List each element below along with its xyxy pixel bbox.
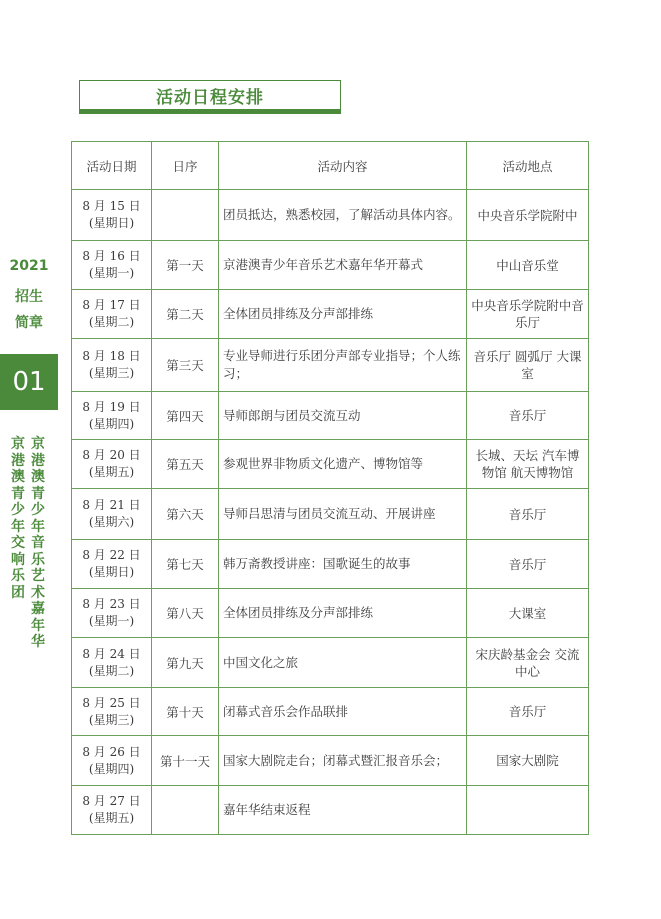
side-org-column-2: 京港澳青少年交响乐团	[11, 436, 25, 601]
date-cell	[72, 638, 152, 688]
weekday-text: (星期日)	[88, 216, 135, 230]
place-cell: 音乐厅	[467, 489, 589, 540]
weekday-text: (星期三)	[88, 712, 135, 727]
weekday-text: (星期五)	[88, 811, 135, 825]
place-cell	[467, 786, 589, 835]
content-cell: 导师吕思清与团员交流互动、开展讲座	[219, 489, 467, 540]
date-cell	[72, 339, 152, 392]
side-label-line1: 招生	[15, 289, 43, 305]
table-row	[72, 190, 589, 241]
date-text: 8 月 18 日	[82, 349, 141, 363]
weekday-text: (星期四)	[88, 761, 135, 776]
place-cell: 大课室	[467, 589, 589, 638]
date-cell	[72, 540, 152, 589]
date-cell	[72, 688, 152, 736]
date-text: 8 月 19 日	[82, 399, 141, 414]
table-row	[72, 589, 589, 638]
weekday-text: (星期二)	[88, 315, 135, 329]
day-cell: 第九天	[152, 638, 219, 688]
content-cell: 全体团员排练及分声部排练	[219, 589, 467, 638]
place-cell: 音乐厅	[467, 688, 589, 736]
day-cell: 第二天	[152, 290, 219, 339]
date-text: 8 月 27 日	[82, 794, 141, 808]
place-cell: 国家大剧院	[467, 736, 589, 786]
day-cell: 第八天	[152, 589, 219, 638]
place-cell: 宋庆龄基金会 交流中心	[467, 638, 589, 688]
date-cell	[72, 440, 152, 489]
place-cell: 音乐厅	[467, 392, 589, 440]
date-text: 8 月 22 日	[82, 548, 141, 562]
table-row	[72, 392, 589, 440]
place-cell: 中山音乐堂	[467, 241, 589, 290]
day-cell: 第六天	[152, 489, 219, 540]
day-cell: 第三天	[152, 339, 219, 392]
content-cell: 专业导师进行乐团分声部专业指导；个人练习；	[219, 339, 467, 392]
section-title: 活动日程安排	[156, 87, 264, 108]
content-cell: 团员抵达，熟悉校园，了解活动具体内容。	[219, 190, 467, 241]
date-cell	[72, 290, 152, 339]
header-content: 活动内容	[219, 142, 467, 190]
day-cell	[152, 190, 219, 241]
side-label-line2: 简章	[15, 315, 43, 331]
content-cell: 嘉年华结束返程	[219, 786, 467, 835]
day-cell: 第一天	[152, 241, 219, 290]
side-org-column-1: 京港澳青少年音乐艺术嘉年华	[31, 436, 45, 650]
date-cell	[72, 589, 152, 638]
day-cell	[152, 786, 219, 835]
content-cell: 导师郎朗与团员交流互动	[219, 392, 467, 440]
day-cell: 第十天	[152, 688, 219, 736]
day-cell: 第五天	[152, 440, 219, 489]
place-cell: 中央音乐学院附中	[467, 190, 589, 241]
date-cell	[72, 786, 152, 835]
place-cell: 长城、天坛 汽车博物馆 航天博物馆	[467, 440, 589, 489]
table-row	[72, 339, 589, 392]
date-text: 8 月 26 日	[82, 744, 141, 759]
content-cell: 参观世界非物质文化遗产、博物馆等	[219, 440, 467, 489]
content-cell: 韩万斋教授讲座：国歌诞生的故事	[219, 540, 467, 589]
table-row	[72, 688, 589, 736]
content-cell: 闭幕式音乐会作品联排	[219, 688, 467, 736]
content-cell: 中国文化之旅	[219, 638, 467, 688]
table-row	[72, 489, 589, 540]
table-row	[72, 290, 589, 339]
day-cell: 第四天	[152, 392, 219, 440]
table-row	[72, 440, 589, 489]
place-cell: 中央音乐学院附中音乐厅	[467, 290, 589, 339]
weekday-text: (星期一)	[88, 614, 135, 628]
header-place: 活动地点	[467, 142, 589, 190]
section-title-box	[79, 80, 341, 114]
table-header-row	[72, 142, 589, 190]
date-cell	[72, 736, 152, 786]
content-cell: 京港澳青少年音乐艺术嘉年华开幕式	[219, 241, 467, 290]
content-cell: 全体团员排练及分声部排练	[219, 290, 467, 339]
table-row	[72, 736, 589, 786]
date-text: 8 月 21 日	[82, 498, 141, 512]
weekday-text: (星期六)	[88, 515, 135, 529]
table-row	[72, 540, 589, 589]
day-cell: 第七天	[152, 540, 219, 589]
date-cell	[72, 190, 152, 241]
place-cell: 音乐厅 圆弧厅 大课室	[467, 339, 589, 392]
date-cell	[72, 241, 152, 290]
weekday-text: (星期五)	[88, 465, 135, 479]
date-text: 8 月 17 日	[82, 298, 141, 312]
table-row	[72, 786, 589, 835]
date-text: 8 月 15 日	[82, 199, 141, 213]
header-date: 活动日期	[72, 142, 152, 190]
date-text: 8 月 16 日	[82, 249, 141, 263]
table-row	[72, 638, 589, 688]
weekday-text: (星期日)	[88, 565, 135, 579]
schedule-table	[71, 141, 589, 835]
header-day: 日序	[152, 142, 219, 190]
date-text: 8 月 25 日	[82, 695, 141, 710]
weekday-text: (星期三)	[88, 366, 135, 380]
weekday-text: (星期四)	[88, 416, 135, 431]
side-year: 2021	[9, 258, 49, 274]
date-text: 8 月 23 日	[82, 597, 141, 611]
side-page-number: 01	[0, 354, 58, 410]
weekday-text: (星期二)	[88, 663, 135, 678]
weekday-text: (星期一)	[88, 266, 135, 280]
content-cell: 国家大剧院走台；闭幕式暨汇报音乐会；	[219, 736, 467, 786]
place-cell: 音乐厅	[467, 540, 589, 589]
day-cell: 第十一天	[152, 736, 219, 786]
table-row	[72, 241, 589, 290]
date-cell	[72, 392, 152, 440]
date-text: 8 月 20 日	[82, 448, 141, 462]
date-cell	[72, 489, 152, 540]
date-text: 8 月 24 日	[82, 646, 141, 661]
